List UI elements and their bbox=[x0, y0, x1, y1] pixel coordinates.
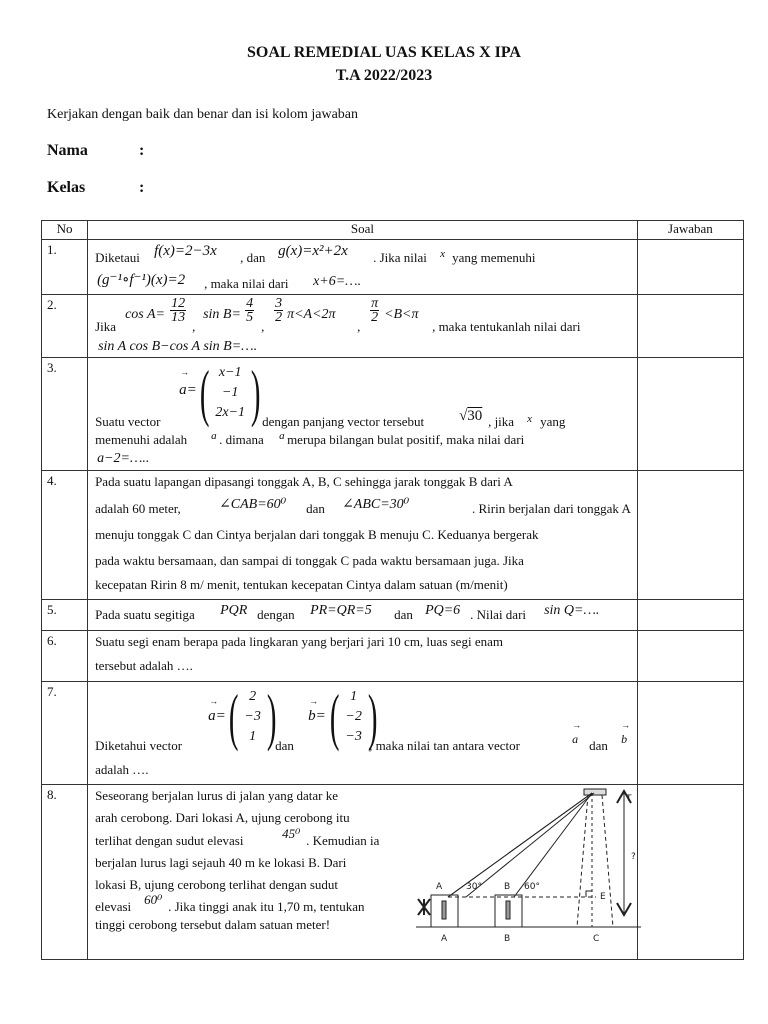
table-row bbox=[42, 785, 744, 960]
table-row bbox=[42, 358, 744, 471]
answer-cell[interactable] bbox=[637, 631, 743, 682]
name-colon: : bbox=[139, 142, 145, 159]
answer-cell[interactable] bbox=[637, 600, 743, 631]
chimney-top bbox=[584, 789, 606, 795]
label-b: B bbox=[504, 882, 511, 892]
answer-cell[interactable] bbox=[637, 295, 743, 358]
table-header-row bbox=[42, 221, 744, 240]
row-number: 5. bbox=[42, 600, 88, 631]
table-row bbox=[42, 600, 744, 631]
row-number: 1. bbox=[42, 240, 88, 295]
label-a-bottom: A bbox=[441, 934, 448, 944]
answer-cell[interactable] bbox=[637, 785, 743, 960]
table-row bbox=[42, 240, 744, 295]
instruction-text: Kerjakan dengan baik dan benar dan isi kolom jawaban bbox=[47, 107, 359, 122]
question-cell: → a= ( 2 −3 1 ) → b= ( 1 −2 −3 ) Diketahui vector dan , maka nilai tan antara vector → a dan → b adalah …. bbox=[88, 682, 638, 785]
answer-cell[interactable] bbox=[637, 358, 743, 471]
table-row bbox=[42, 682, 744, 785]
row-number: 8. bbox=[42, 785, 88, 960]
question-cell: → a= ( x−1 −1 2x−1 ) Suatu vector dengan panjang vector tersebut √30 , jika x yang memenuhi adalah a . dimana a merupa bilangan bulat positif, maka nilai dari a−2=….. bbox=[88, 358, 638, 471]
chimney-elevation-figure bbox=[416, 787, 641, 953]
row-number: 4. bbox=[42, 471, 88, 600]
angle-30-label: 30° bbox=[466, 882, 483, 892]
name-label: Nama bbox=[47, 142, 88, 159]
header-jawaban: Jawaban bbox=[637, 221, 743, 240]
label-b-bottom: B bbox=[504, 934, 511, 944]
document-year: T.A 2022/2023 bbox=[335, 67, 433, 84]
row-number: 3. bbox=[42, 358, 88, 471]
vector-a: ( 2 −3 1 ) bbox=[228, 681, 277, 752]
label-c: C bbox=[593, 934, 600, 944]
row-number: 7. bbox=[42, 682, 88, 785]
answer-cell[interactable] bbox=[637, 471, 743, 600]
class-colon: : bbox=[139, 179, 145, 196]
question-cell: Pada suatu lapangan dipasangi tonggak A, B, C sehingga jarak tonggak B dari A adalah 60 meter, ∠CAB=60⁰ dan ∠ABC=30⁰ . Ririn berjalan dari tonggak A menuju tonggak C dan Cintya berjalan dari tonggak B menuju C. Keduanya bergerak pada waktu bersamaan, dan sampai di tonggak C pada waktu bersamaan juga. Jika kecepatan Ririn 8 m/ menit, tentukan kecepatan Cintya dalam satuan (m/menit) bbox=[88, 471, 638, 600]
header-soal: Soal bbox=[88, 221, 638, 240]
question-table bbox=[41, 220, 744, 960]
table-row bbox=[42, 295, 744, 358]
header-no: No bbox=[42, 221, 88, 240]
label-t: T bbox=[626, 794, 632, 804]
row-number: 2. bbox=[42, 295, 88, 358]
document-title: SOAL REMEDIAL UAS KELAS X IPA bbox=[247, 44, 521, 61]
vector-a: ( x−1 −1 2x−1 ) bbox=[199, 357, 261, 428]
question-cell: Jika cos A= $\frac{12}{13}$ , sin B= $\frac{4}{5}$ , $\frac{3}{2}$ π<A<2π , $\frac{\pi}{2}$ <B<π , maka tentukanlah nilai dari sin A cos B−cos A sin B=…. bbox=[88, 295, 638, 358]
question-cell: Suatu segi enam berapa pada lingkaran yang berjari jari 10 cm, luas segi enam tersebut adalah …. bbox=[88, 631, 638, 682]
table-row bbox=[42, 631, 744, 682]
answer-cell[interactable] bbox=[637, 240, 743, 295]
table-row bbox=[42, 471, 744, 600]
label-e: E bbox=[600, 892, 606, 902]
row-number: 6. bbox=[42, 631, 88, 682]
angle-60-label: 60° bbox=[524, 882, 541, 892]
label-a: A bbox=[436, 882, 443, 892]
question-cell: Diketaui f(x)=2−3x , dan g(x)=x²+2x . Jika nilai x yang memenuhi (g⁻¹∘f⁻¹)(x)=2 , maka nilai dari x+6=…. bbox=[88, 240, 638, 295]
question-cell: Seseorang berjalan lurus di jalan yang datar ke arah cerobong. Dari lokasi A, ujung cerobong itu terlihat dengan sudut elevasi 45⁰ . Kemudian ia berjalan lurus lagi sejauh 40 m ke lokasi B. Dari lokasi B, ujung cerobong terlihat dengan sudut elevasi 60⁰ . Jika tinggi anak itu 1,70 m, tentukan tinggi cerobong tersebut dalam satuan meter! A B A B C E 30° 60° ? T bbox=[88, 785, 638, 960]
answer-cell[interactable] bbox=[637, 682, 743, 785]
height-question-label: ? bbox=[631, 852, 636, 862]
class-label: Kelas bbox=[47, 179, 86, 196]
vector-b: ( 1 −2 −3 ) bbox=[329, 681, 378, 752]
question-cell: Pada suatu segitiga PQR dengan PR=QR=5 dan PQ=6 . Nilai dari sin Q=…. bbox=[88, 600, 638, 631]
